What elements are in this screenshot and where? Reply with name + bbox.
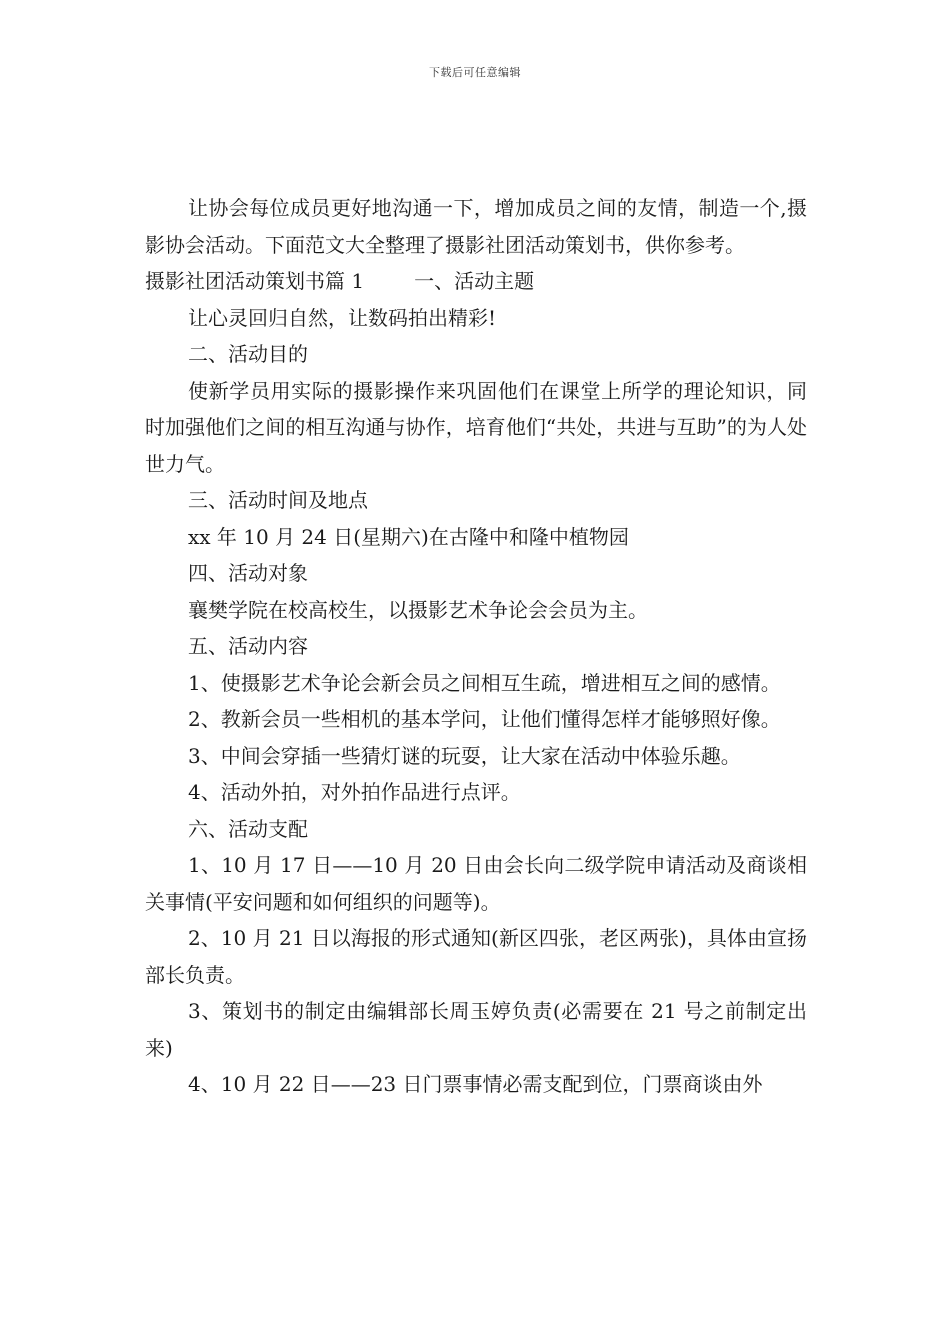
page-header: 下载后可任意编辑: [429, 66, 521, 79]
section-text-purpose: 使新学员用实际的摄影操作来巩固他们在课堂上所学的理论知识，同时加强他们之间的相互沟通与协作，培育他们“共处，共进与互助”的为人处世力气。: [145, 378, 807, 476]
document-body: [145, 190, 807, 1103]
list-item: 1、10 月 17 日——10 月 20 日由会长向二级学院申请活动及商谈相关事情(平安问题和如何组织的问题等)。: [145, 853, 807, 914]
section-heading-time-place: 三、活动时间及地点: [188, 488, 368, 512]
list-item: 4、10 月 22 日——23 日门票事情必需支配到位，门票商谈由外: [188, 1072, 763, 1096]
list-item: 2、教新会员一些相机的基本学问，让他们懂得怎样才能够照好像。: [188, 707, 781, 731]
list-item: 2、10 月 21 日以海报的形式通知(新区四张，老区两张)，具体由宣扬部长负责。: [145, 926, 807, 987]
section-text-theme: 让心灵回归自然，让数码拍出精彩!: [188, 305, 497, 330]
intro-paragraph: 让协会每位成员更好地沟通一下，增加成员之间的友情，制造一个,摄影协会活动。下面范文大全整理了摄影社团活动策划书，供你参考。: [145, 196, 807, 257]
document-title: 摄影社团活动策划书篇 1: [145, 269, 365, 293]
section-heading-content: 五、活动内容: [188, 634, 308, 658]
section-heading-purpose: 二、活动目的: [188, 342, 308, 366]
section-text-time-place: xx 年 10 月 24 日(星期六)在古隆中和隆中植物园: [188, 524, 629, 549]
section-heading-theme: 一、活动主题: [414, 269, 535, 293]
list-item: 1、使摄影艺术争论会新会员之间相互生疏，增进相互之间的感情。: [188, 670, 781, 695]
section-heading-audience: 四、活动对象: [188, 561, 308, 585]
list-item: 3、策划书的制定由编辑部长周玉婷负责(必需要在 21 号之前制定出来): [145, 999, 807, 1060]
section-heading-arrangement: 六、活动支配: [188, 816, 308, 841]
list-item: 3、中间会穿插一些猜灯谜的玩耍，让大家在活动中体验乐趣。: [188, 743, 741, 768]
list-item: 4、活动外拍，对外拍作品进行点评。: [188, 780, 521, 804]
section-text-audience: 襄樊学院在校高校生，以摄影艺术争论会会员为主。: [188, 597, 648, 622]
title-line: [145, 263, 807, 300]
